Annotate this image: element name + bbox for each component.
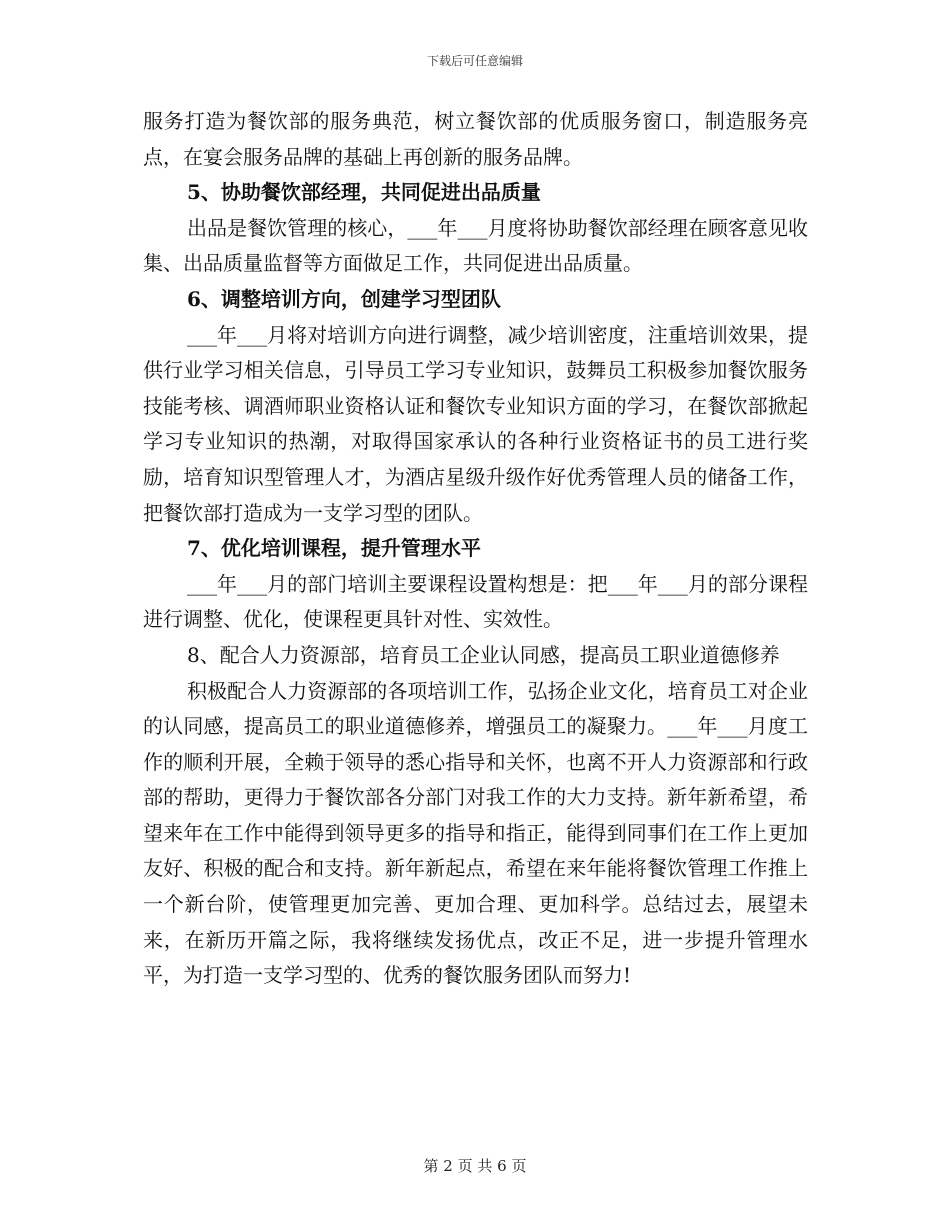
paragraph-section-8: 积极配合人力资源部的各项培训工作，弘扬企业文化，培育员工对企业的认同感，提高员工的职业道德修养，增强员工的凝聚力。___年___月度工作的顺利开展，全赖于领导的悉心指导和关怀，也离不开人力资源部和行政部的帮助，更得力于餐饮部各分部门对我工作的大力支持。新年新希望，希望来年在工作中能得到领导更多的指导和指正，能得到同事们在工作上更加友好、积极的配合和支持。新年新起点，希望在来年能将餐饮管理工作推上一个新台阶，使管理更加完善、更加合理、更加科学。总结过去，展望未来，在新历开篇之际，我将继续发扬优点，改正不足，进一步提升管理水平，为打造一支学习型的、优秀的餐饮服务团队而努力!	[143, 678, 808, 988]
page-header: 下载后可任意编辑	[426, 54, 523, 68]
document-body	[143, 104, 808, 994]
page-footer: 第 2 页 共 6 页	[423, 1157, 527, 1175]
paragraph-section-5: 出品是餐饮管理的核心，___年___月度将协助餐饮部经理在顾客意见收集、出品质量监督等方面做足工作，共同促进出品质量。	[143, 215, 808, 276]
section-heading-6: 6、调整培训方向，创建学习型团队	[187, 286, 501, 311]
section-heading-7: 7、优化培训课程，提升管理水平	[187, 536, 481, 561]
section-heading-5: 5、协助餐饮部经理，共同促进出品质量	[187, 180, 541, 205]
paragraph-section-7: ___年___月的部门培训主要课程设置构想是：把___年___月的部分课程进行调整、优化，使课程更具针对性、实效性。	[143, 571, 808, 632]
paragraph-continuation: 服务打造为餐饮部的服务典范，树立餐饮部的优质服务窗口，制造服务亮点，在宴会服务品牌的基础上再创新的服务品牌。	[143, 109, 808, 169]
section-heading-8: 8、配合人力资源部，培育员工企业认同感，提高员工职业道德修养	[187, 642, 780, 667]
paragraph-section-6: ___年___月将对培训方向进行调整，减少培训密度，注重培训效果，提供行业学习相关信息，引导员工学习专业知识，鼓舞员工积极参加餐饮服务技能考核、调酒师职业资格认证和餐饮专业知识方面的学习，在餐饮部掀起学习专业知识的热潮，对取得国家承认的各种行业资格证书的员工进行奖励，培育知识型管理人才，为酒店星级升级作好优秀管理人员的储备工作，把餐饮部打造成为一支学习型的团队。	[143, 322, 808, 525]
